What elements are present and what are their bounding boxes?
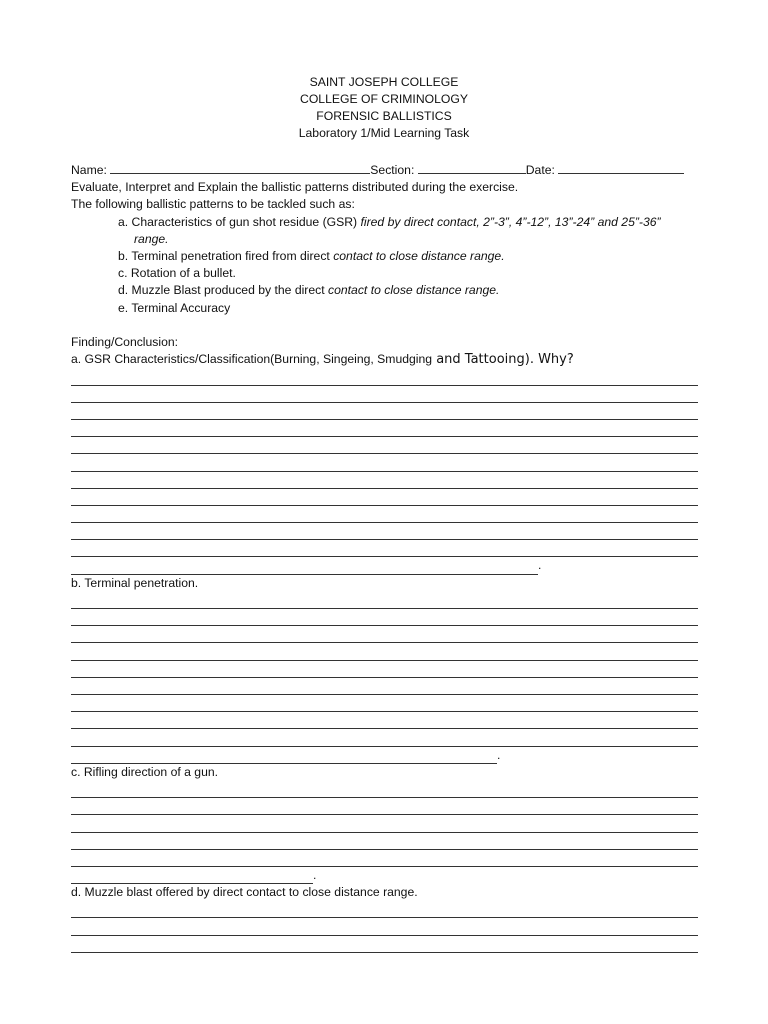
answer-line[interactable] — [71, 523, 698, 540]
answer-line[interactable] — [71, 609, 698, 626]
answer-line[interactable] — [71, 437, 698, 454]
answer-line[interactable] — [71, 626, 698, 643]
list-intro-text: The following ballistic patterns to be tackled such as: — [71, 197, 355, 212]
question-c: c. Rifling direction of a gun. — [71, 764, 219, 779]
pattern-b-text: b. Terminal penetration fired from direct — [118, 249, 334, 264]
findings-heading: Finding/Conclusion: — [71, 335, 179, 350]
answer-line-short[interactable] — [71, 867, 313, 884]
date-blank[interactable] — [558, 161, 684, 174]
pattern-item-d — [71, 282, 699, 299]
answer-end-line — [71, 557, 699, 574]
answer-line[interactable] — [71, 592, 698, 609]
answer-line[interactable] — [71, 850, 698, 867]
pattern-item-b — [71, 248, 699, 265]
answer-line[interactable] — [71, 918, 698, 935]
school-name: SAINT JOSEPH COLLEGE — [309, 75, 459, 89]
answer-line[interactable] — [71, 506, 698, 523]
pattern-item-a-continued — [71, 231, 699, 248]
answer-line[interactable] — [71, 643, 698, 660]
answer-line[interactable] — [71, 489, 698, 506]
answer-line[interactable] — [71, 833, 698, 850]
worksheet-body — [71, 161, 699, 953]
answer-line[interactable] — [71, 420, 698, 437]
question-d: d. Muzzle blast offered by direct contact to close distance range. — [71, 885, 418, 900]
answer-line[interactable] — [71, 936, 698, 953]
question-a — [71, 351, 699, 368]
answer-line[interactable] — [71, 403, 698, 420]
end-period: . — [313, 867, 317, 882]
question-b: b. Terminal penetration. — [71, 575, 199, 590]
answer-end-line — [71, 747, 699, 764]
answer-line[interactable] — [71, 661, 698, 678]
pattern-a-cont-italic: range. — [134, 231, 169, 246]
section-label: Section: — [370, 163, 415, 177]
answer-line[interactable] — [71, 472, 698, 489]
answer-line[interactable] — [71, 368, 698, 385]
answer-line[interactable] — [71, 815, 698, 832]
section-blank[interactable] — [418, 161, 526, 174]
answer-line[interactable] — [71, 729, 698, 746]
college-name: COLLEGE OF CRIMINOLOGY — [300, 92, 468, 106]
document-header — [0, 74, 768, 142]
answer-line[interactable] — [71, 901, 698, 918]
pattern-d-text: d. Muzzle Blast produced by the direct — [118, 283, 329, 298]
pattern-a-italic: fired by direct contact, 2”-3”, 4”-12”, 13”-24” and 25”-36” — [360, 214, 661, 229]
answer-end-line — [71, 867, 699, 884]
spacer — [71, 317, 699, 334]
pattern-item-a — [71, 214, 699, 231]
question-a-text: a. GSR Characteristics/Classification(Burning, Singeing, Smudging — [71, 352, 433, 367]
student-info-row — [71, 161, 699, 179]
answer-line-short[interactable] — [71, 558, 538, 575]
pattern-d-italic: contact to close distance range. — [328, 283, 500, 298]
answer-line[interactable] — [71, 695, 698, 712]
date-label: Date: — [525, 163, 555, 177]
instruction-text: Evaluate, Interpret and Explain the ballistic patterns distributed during the exercise. — [71, 180, 519, 195]
answer-line[interactable] — [71, 678, 698, 695]
subject-name: FORENSIC BALLISTICS — [316, 109, 452, 123]
pattern-a-text: a. Characteristics of gun shot residue (GSR) — [118, 214, 361, 229]
end-period: . — [497, 747, 501, 762]
pattern-item-e: e. Terminal Accuracy — [118, 300, 231, 315]
answer-line[interactable] — [71, 540, 698, 557]
name-blank[interactable] — [110, 161, 370, 174]
answer-line[interactable] — [71, 781, 698, 798]
task-title: Laboratory 1/Mid Learning Task — [298, 126, 470, 140]
answer-line[interactable] — [71, 798, 698, 815]
end-period: . — [538, 558, 542, 573]
pattern-b-italic: contact to close distance range. — [333, 249, 505, 264]
answer-line[interactable] — [71, 712, 698, 729]
answer-line[interactable] — [71, 386, 698, 403]
question-a-text-large: and Tattooing). Why? — [432, 352, 574, 368]
answer-line-short[interactable] — [71, 747, 497, 764]
answer-line[interactable] — [71, 454, 698, 471]
name-label: Name: — [71, 163, 107, 177]
pattern-item-c: c. Rotation of a bullet. — [118, 266, 236, 281]
